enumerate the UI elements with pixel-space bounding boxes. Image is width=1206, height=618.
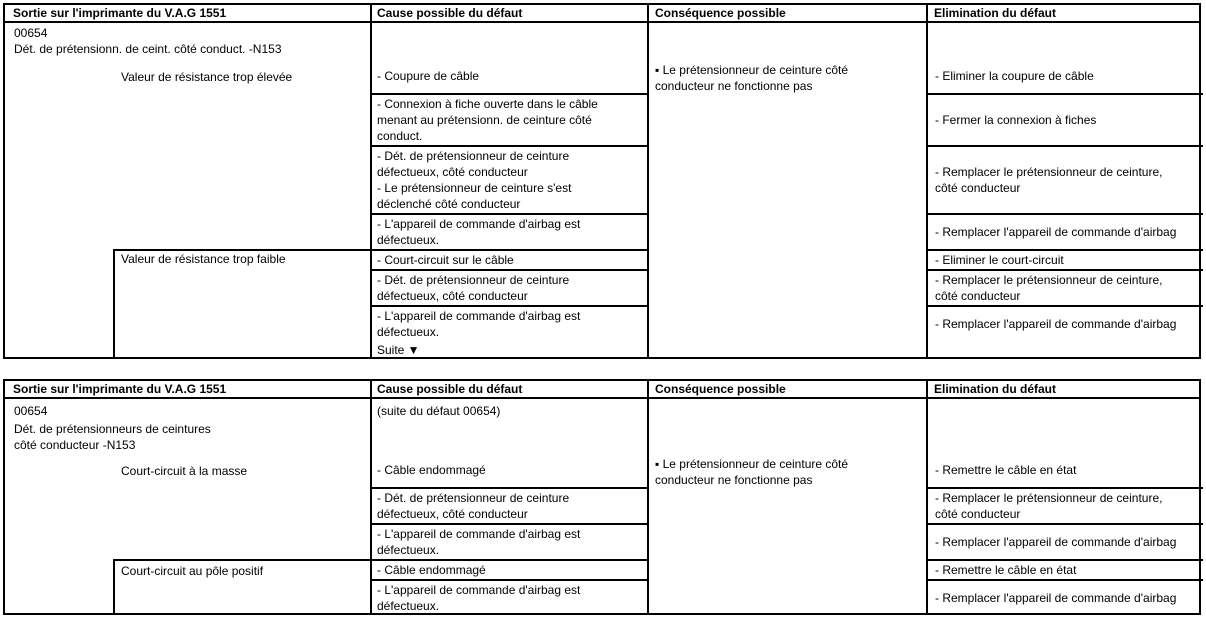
table-header [5,5,1199,23]
header-printer-output: Sortie sur l'imprimante du V.A.G 1551 [13,6,227,20]
header-consequence: Conséquence possible [655,6,786,20]
row-divider [370,269,647,271]
cause-item: - Court-circuit sur le câble [377,253,514,267]
fault-code: 00654 [14,404,48,418]
header-cause: Cause possible du défaut [377,6,523,20]
row-divider [926,559,1203,561]
fault-code: 00654 [14,26,48,40]
remedy-item: - Remplacer le prétensionneur de ceinture, côté conducteur [935,165,1163,195]
remedy-item: - Remplacer le prétensionneur de ceinture, côté conducteur [935,491,1163,521]
row-divider [370,213,647,215]
fault-table-1 [3,3,1201,359]
row-divider [370,579,647,581]
row-divider [370,93,647,95]
row-divider [926,269,1203,271]
header-printer-output: Sortie sur l'imprimante du V.A.G 1551 [13,382,227,396]
remedy-item: - Remplacer l'appareil de commande d'airbag [935,591,1177,605]
fault-table-2 [3,379,1201,615]
row-divider [370,523,647,525]
header-cause: Cause possible du défaut [377,382,523,396]
continuation-note: (suite du défaut 00654) [377,404,501,418]
remedy-item: - Eliminer la coupure de câble [935,69,1094,83]
row-divider [926,145,1203,147]
cause-item: - Dét. de prétensionneur de ceinture défectueux, côté conducteur [377,273,570,303]
cause-item: - Dét. de prétensionneur de ceinture défectueux, côté conducteur - Le prétensionneur de ceinture s'est déclenché côté conducteur [377,149,572,211]
cause-item: - L'appareil de commande d'airbag est défectueux. [377,217,581,247]
row-divider [926,93,1203,95]
column-divider [113,249,115,357]
row-divider [926,249,1203,251]
row-divider [926,579,1203,581]
cause-item: - Dét. de prétensionneur de ceinture défectueux, côté conducteur [377,491,570,521]
condition-short-positive: Court-circuit au pôle positif [121,564,264,578]
cause-item: - L'appareil de commande d'airbag est défectueux. [377,309,581,339]
cause-item: - Câble endommagé [377,563,486,577]
row-divider [926,523,1203,525]
cause-item: - Coupure de câble [377,69,480,83]
component-name: Dét. de prétensionn. de ceint. côté conduct. -N153 [14,42,282,56]
row-divider [370,487,647,489]
header-consequence: Conséquence possible [655,382,786,396]
row-divider [370,305,647,307]
row-divider [113,559,647,561]
suite-link[interactable]: Suite ▼ [377,343,420,357]
condition-short-ground: Court-circuit à la masse [121,464,248,478]
remedy-item: - Eliminer le court-circuit [935,253,1064,267]
consequence-text: ▪ Le prétensionneur de ceinture côté conducteur ne fonctionne pas [655,63,849,93]
cause-item: - Câble endommagé [377,463,486,477]
remedy-item: - Remplacer le prétensionneur de ceinture, côté conducteur [935,273,1163,303]
component-name: Dét. de prétensionneurs de ceintures côté conducteur -N153 [14,422,211,452]
remedy-item: - Remplacer l'appareil de commande d'airbag [935,535,1177,549]
cause-item: - Connexion à fiche ouverte dans le câble menant au prétensionn. de ceinture côté conduct. [377,97,598,143]
remedy-item: - Remplacer l'appareil de commande d'airbag [935,317,1177,331]
consequence-text: ▪ Le prétensionneur de ceinture côté conducteur ne fonctionne pas [655,457,849,487]
remedy-item: - Fermer la connexion à fiches [935,113,1097,127]
condition-resistance-low: Valeur de résistance trop faible [121,252,286,266]
remedy-item: - Remettre le câble en état [935,463,1077,477]
table-header [5,381,1199,399]
row-divider [926,213,1203,215]
header-elimination: Elimination du défaut [934,382,1056,396]
row-divider [370,145,647,147]
row-divider [926,305,1203,307]
column-divider [647,381,649,613]
remedy-item: - Remplacer l'appareil de commande d'airbag [935,225,1177,239]
remedy-item: - Remettre le câble en état [935,563,1077,577]
cause-item: - L'appareil de commande d'airbag est défectueux. [377,527,581,557]
condition-resistance-high: Valeur de résistance trop élevée [121,70,293,84]
row-divider [926,487,1203,489]
header-elimination: Elimination du défaut [934,6,1056,20]
column-divider [113,559,115,613]
cause-item: - L'appareil de commande d'airbag est défectueux. [377,583,581,613]
column-divider [647,5,649,357]
